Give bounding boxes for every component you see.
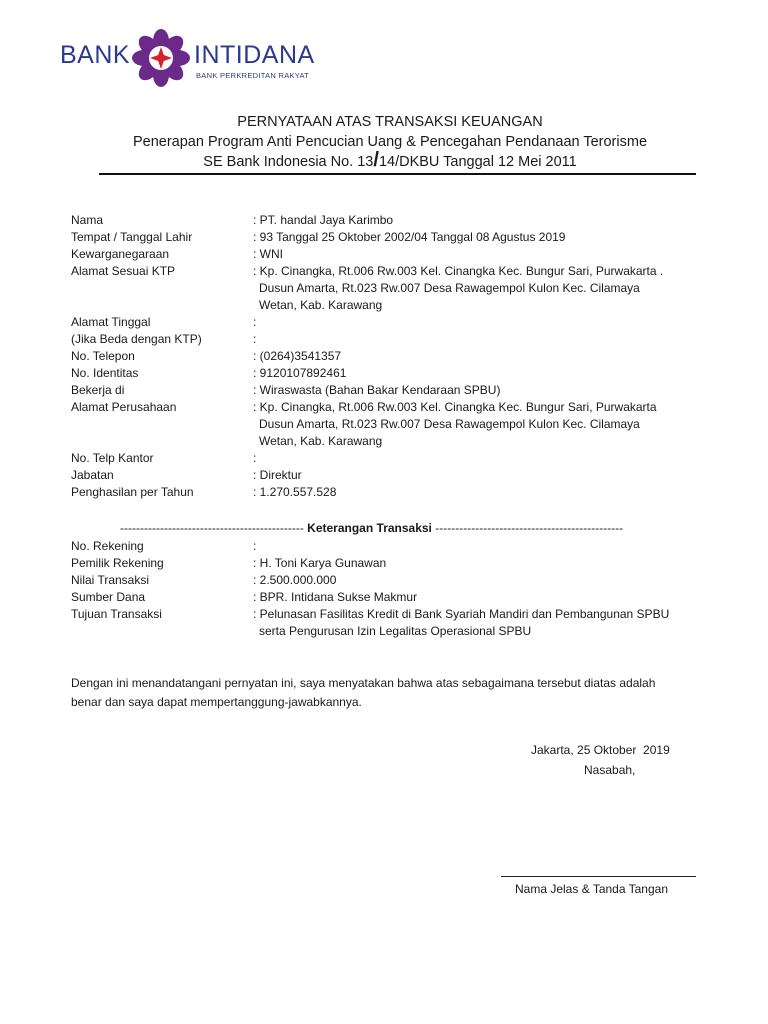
field-label bbox=[71, 433, 253, 450]
field-label: Alamat Tinggal bbox=[71, 315, 151, 329]
field-row bbox=[71, 382, 711, 399]
field-row bbox=[71, 246, 711, 263]
field-row bbox=[71, 348, 711, 365]
doc-title: PERNYATAAN ATAS TRANSAKSI KEUANGAN bbox=[237, 114, 543, 130]
field-value: : (0264)3541357 bbox=[253, 349, 342, 363]
customer-fields bbox=[71, 212, 711, 501]
field-value: Wetan, Kab. Karawang bbox=[259, 298, 383, 312]
statement-line: Dengan ini menandatangani pernyatan ini, saya menyatakan bahwa atas sebagaimana tersebut diatas adalah bbox=[71, 676, 656, 690]
field-value: : 9120107892461 bbox=[253, 366, 347, 380]
field-value: : Wiraswasta (Bahan Bakar Kendaraan SPBU) bbox=[253, 383, 501, 397]
logo-bank-text: BANK bbox=[60, 41, 131, 69]
field-row bbox=[71, 229, 711, 246]
field-value: : bbox=[253, 451, 257, 465]
field-row bbox=[71, 606, 711, 623]
field-row bbox=[71, 555, 711, 572]
field-value: : Direktur bbox=[253, 468, 302, 482]
statement-paragraph bbox=[71, 674, 711, 712]
field-value: : 93 Tanggal 25 Oktober 2002/04 Tanggal 08 Agustus 2019 bbox=[253, 230, 566, 244]
doc-reference-part1: SE Bank Indonesia No. 13 bbox=[203, 154, 374, 170]
field-label: Sumber Dana bbox=[71, 590, 146, 604]
field-value: : Kp. Cinangka, Rt.006 Rw.003 Kel. Cinangka Kec. Bungur Sari, Purwakarta . bbox=[253, 264, 664, 278]
divider-dashes-right: ----------------------------------------------- bbox=[435, 521, 624, 535]
field-label: Alamat Perusahaan bbox=[71, 400, 177, 414]
logo-name-text: INTIDANA bbox=[194, 41, 315, 69]
place-date: Jakarta, 25 Oktober 2019 bbox=[531, 743, 670, 757]
field-label bbox=[71, 297, 253, 314]
header-rule bbox=[99, 173, 696, 175]
field-value: : 1.270.557.528 bbox=[253, 485, 337, 499]
statement-line: benar dan saya dapat mempertanggung-jawabkannya. bbox=[71, 695, 362, 709]
field-label bbox=[71, 623, 253, 640]
field-value: : bbox=[253, 332, 257, 346]
field-value: : bbox=[253, 315, 257, 329]
logo-subtitle: BANK PERKREDITAN RAKYAT bbox=[196, 71, 310, 80]
field-row bbox=[71, 263, 711, 280]
transaction-fields bbox=[71, 538, 711, 640]
signature-line bbox=[501, 876, 696, 877]
field-row bbox=[71, 416, 711, 433]
field-value: Wetan, Kab. Karawang bbox=[259, 434, 383, 448]
signer-role: Nasabah, bbox=[584, 763, 636, 777]
field-row bbox=[71, 399, 711, 416]
section-divider bbox=[120, 520, 660, 537]
field-label bbox=[71, 416, 253, 433]
field-row bbox=[71, 280, 711, 297]
star-flower-icon bbox=[131, 28, 191, 88]
field-label: Nilai Transaksi bbox=[71, 573, 150, 587]
field-label: No. Rekening bbox=[71, 539, 144, 553]
signature-label: Nama Jelas & Tanda Tangan bbox=[515, 882, 668, 896]
field-label: Jabatan bbox=[71, 468, 114, 482]
field-label: No. Telp Kantor bbox=[71, 451, 154, 465]
field-label: Alamat Sesuai KTP bbox=[71, 264, 176, 278]
field-row bbox=[71, 450, 711, 467]
field-row bbox=[71, 623, 711, 640]
field-row bbox=[71, 484, 711, 501]
field-label: Tempat / Tanggal Lahir bbox=[71, 230, 193, 244]
field-row bbox=[71, 314, 711, 331]
field-row bbox=[71, 572, 711, 589]
field-value: Dusun Amarta, Rt.023 Rw.007 Desa Rawagempol Kulon Kec. Cilamaya bbox=[259, 417, 640, 431]
field-label: No. Identitas bbox=[71, 366, 139, 380]
field-value: Dusun Amarta, Rt.023 Rw.007 Desa Rawagempol Kulon Kec. Cilamaya bbox=[259, 281, 640, 295]
doc-reference-part2: 14/DKBU Tanggal 12 Mei 2011 bbox=[378, 154, 577, 170]
field-row bbox=[71, 212, 711, 229]
field-label: No. Telepon bbox=[71, 349, 135, 363]
bank-logo bbox=[60, 28, 320, 84]
doc-subtitle: Penerapan Program Anti Pencucian Uang & Pencegahan Pendanaan Terorisme bbox=[132, 134, 648, 150]
field-label: Kewarganegaraan bbox=[71, 247, 170, 261]
field-value: serta Pengurusan Izin Legalitas Operasional SPBU bbox=[259, 624, 532, 638]
divider-dashes-left: ---------------------------------------------- bbox=[120, 521, 304, 535]
field-row bbox=[71, 589, 711, 606]
field-row bbox=[71, 297, 711, 314]
field-label: Penghasilan per Tahun bbox=[71, 485, 194, 499]
field-value: : WNI bbox=[253, 247, 283, 261]
doc-reference bbox=[100, 149, 680, 172]
doc-reference-slash: / bbox=[373, 149, 379, 171]
field-label: Nama bbox=[71, 213, 104, 227]
field-value: : Pelunasan Fasilitas Kredit di Bank Syariah Mandiri dan Pembangunan SPBU bbox=[253, 607, 670, 621]
field-row bbox=[71, 538, 711, 555]
field-value: : 2.500.000.000 bbox=[253, 573, 337, 587]
field-label: Bekerja di bbox=[71, 383, 125, 397]
section-title: Keterangan Transaksi bbox=[307, 521, 432, 535]
field-value: : Kp. Cinangka, Rt.006 Rw.003 Kel. Cinangka Kec. Bungur Sari, Purwakarta bbox=[253, 400, 657, 414]
field-label bbox=[71, 280, 253, 297]
field-label: (Jika Beda dengan KTP) bbox=[71, 332, 202, 346]
field-row bbox=[71, 433, 711, 450]
field-value: : bbox=[253, 539, 257, 553]
field-label: Tujuan Transaksi bbox=[71, 607, 162, 621]
field-row bbox=[71, 331, 711, 348]
field-value: : BPR. Intidana Sukse Makmur bbox=[253, 590, 418, 604]
field-row bbox=[71, 365, 711, 382]
field-label: Pemilik Rekening bbox=[71, 556, 164, 570]
field-value: : H. Toni Karya Gunawan bbox=[253, 556, 387, 570]
field-value: : PT. handal Jaya Karimbo bbox=[253, 213, 394, 227]
field-row bbox=[71, 467, 711, 484]
